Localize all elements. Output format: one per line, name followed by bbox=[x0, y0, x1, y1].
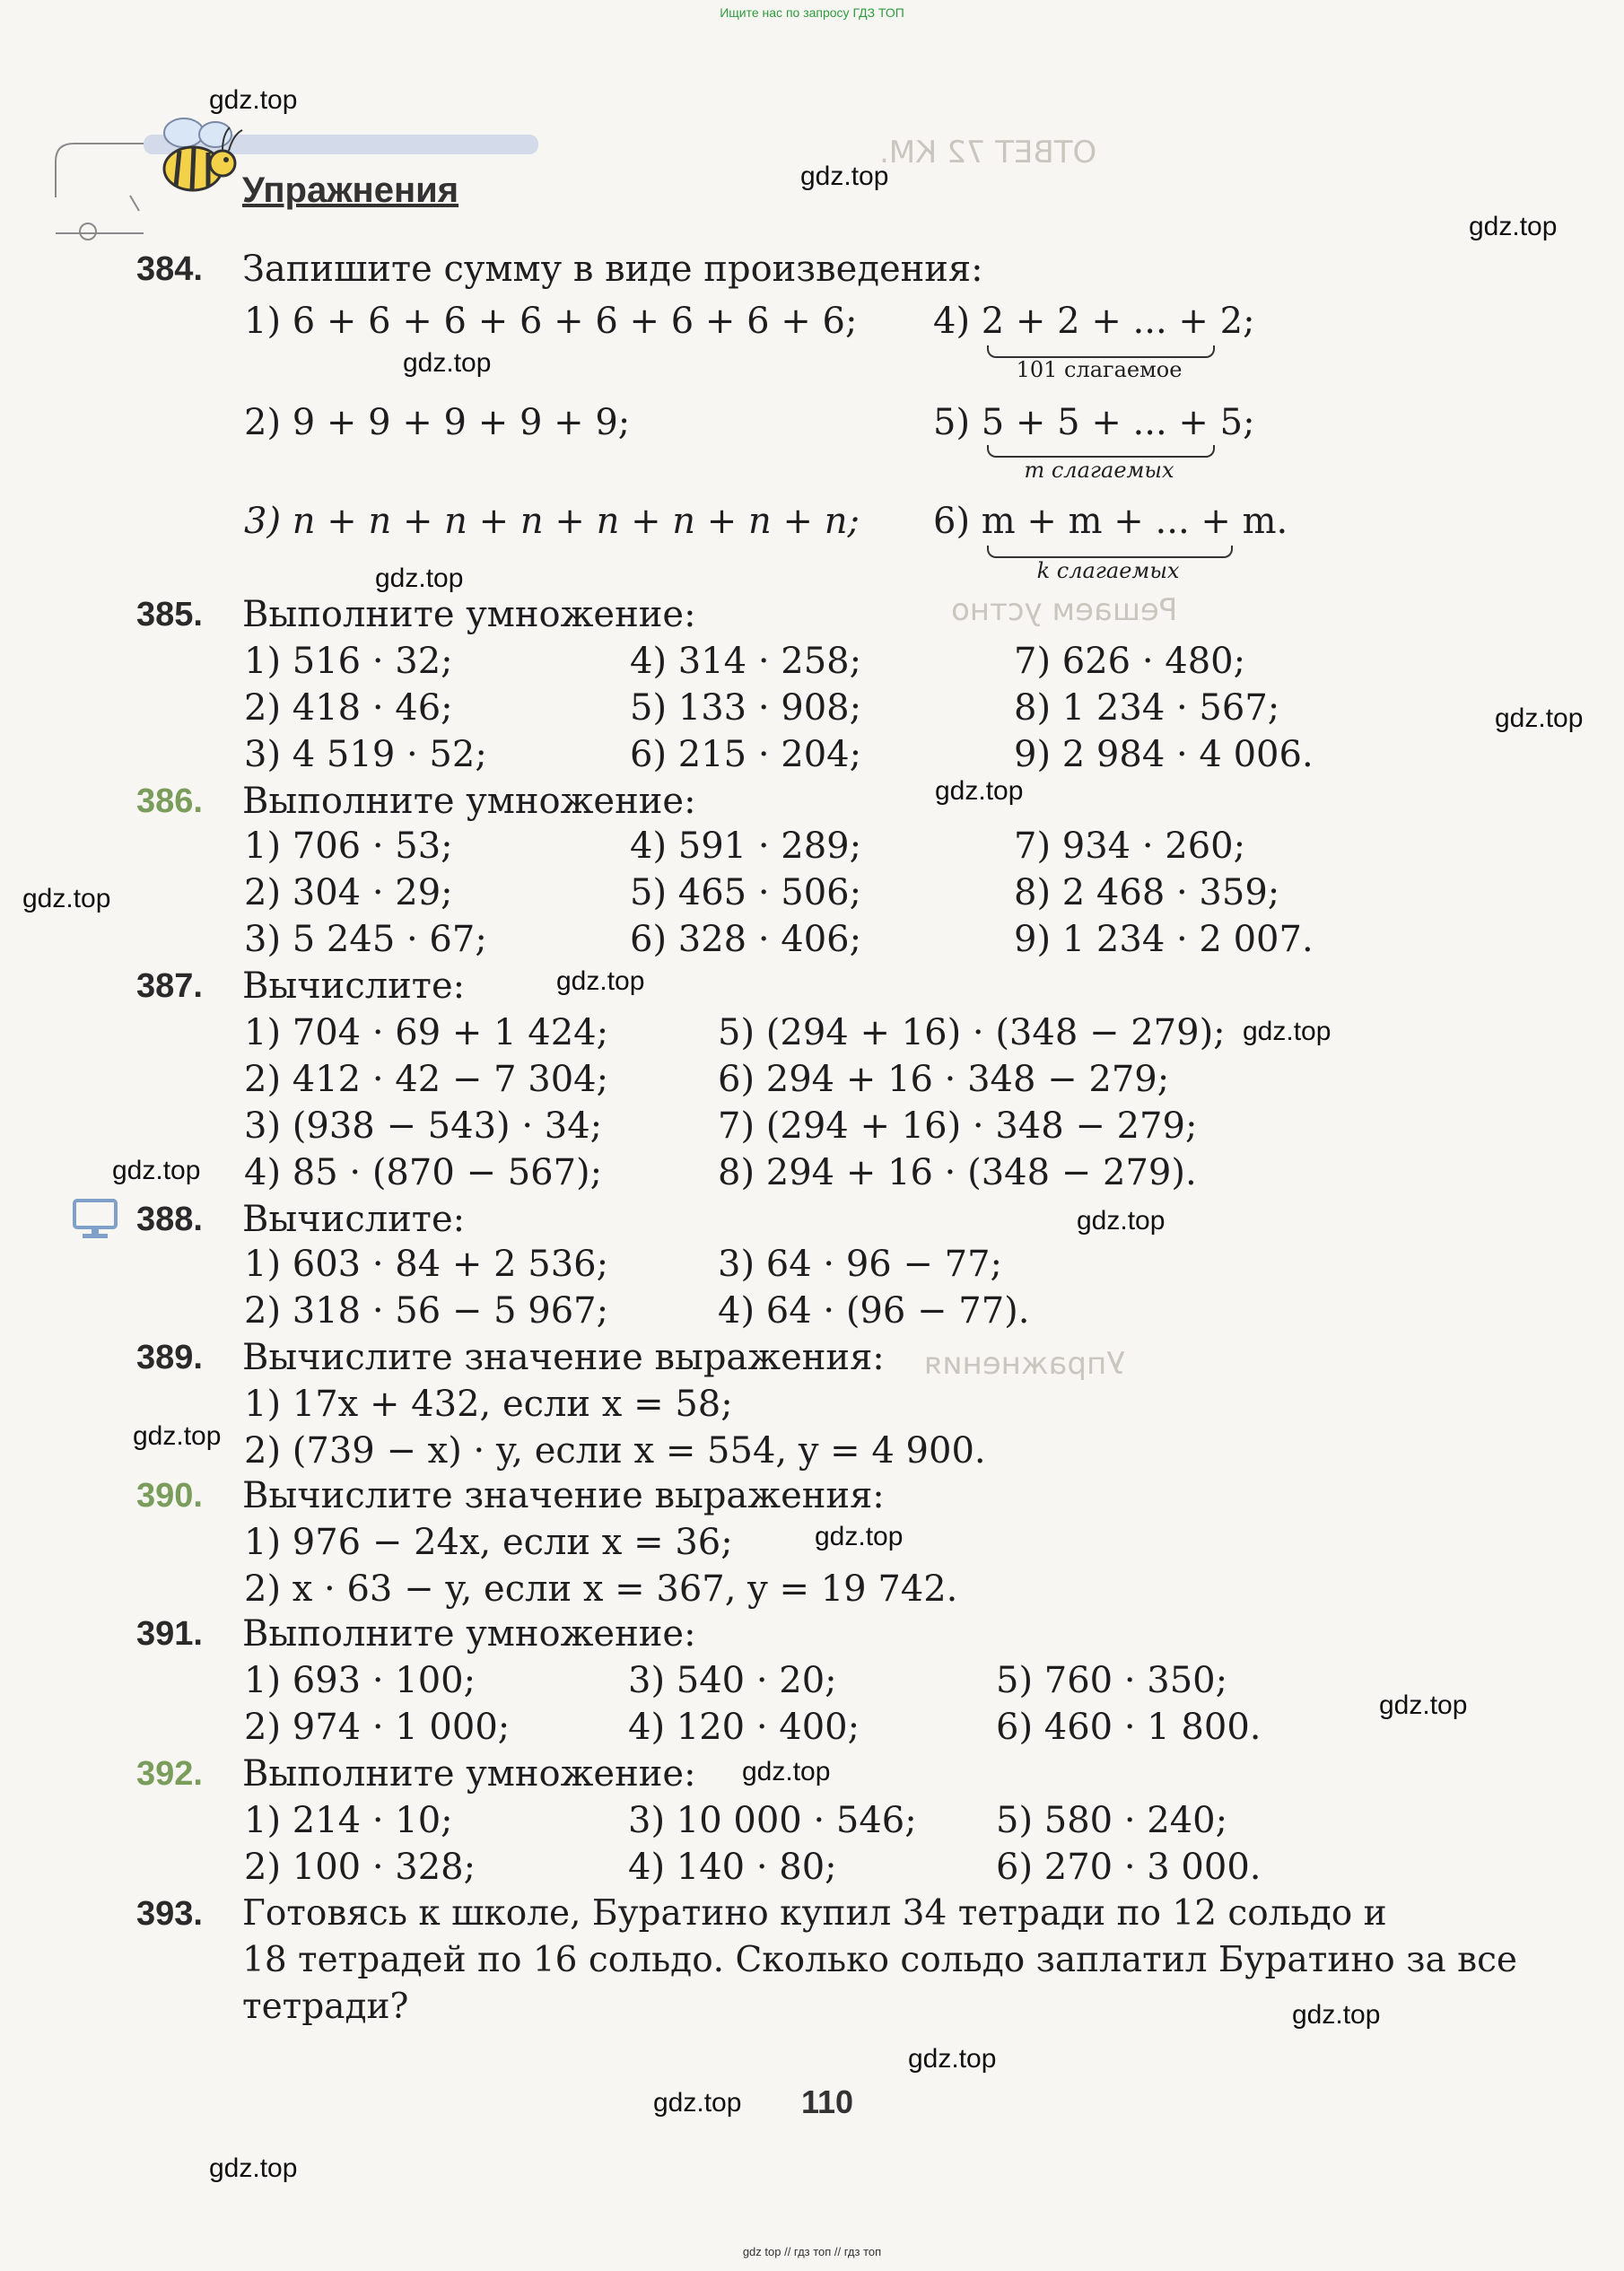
exercise-number: 391. bbox=[136, 1615, 203, 1653]
exercise-item: 6) 294 + 16 · 348 − 279; bbox=[718, 1059, 1170, 1100]
exercise-item: 7) 934 · 260; bbox=[1014, 825, 1246, 867]
exercise-item: 6) 328 · 406; bbox=[630, 919, 862, 960]
exercise-item: 7) (294 + 16) · 348 − 279; bbox=[718, 1105, 1198, 1147]
exercise-item: 3) 540 · 20; bbox=[628, 1660, 837, 1701]
watermark: gdz.top bbox=[209, 2153, 298, 2183]
brace-label: 101 слагаемое bbox=[1016, 357, 1183, 382]
watermark: gdz.top bbox=[800, 162, 889, 191]
exercise-number: 387. bbox=[136, 967, 203, 1005]
exercise-item: 2) (739 − x) · y, если x = 554, y = 4 900. bbox=[244, 1430, 986, 1472]
watermark: gdz.top bbox=[1379, 1690, 1468, 1720]
exercise-item: 3) n + n + n + n + n + n + n + n; bbox=[244, 501, 860, 542]
watermark: gdz.top bbox=[815, 1522, 904, 1551]
watermark: gdz.top bbox=[1243, 1017, 1332, 1046]
show-through-text: Упражнения bbox=[924, 1346, 1125, 1382]
exercise-number: 385. bbox=[136, 596, 203, 633]
exercise-task: Вычислите: bbox=[242, 965, 466, 1007]
watermark: gdz.top bbox=[1469, 212, 1558, 241]
exercise-item: 2) 9 + 9 + 9 + 9 + 9; bbox=[244, 402, 631, 443]
word-problem-line: 18 тетрадей по 16 сольдо. Сколько сольдо заплатил Буратино за все bbox=[242, 1940, 1517, 1980]
exercise-item: 4) 64 · (96 − 77). bbox=[718, 1290, 1030, 1332]
brace-label: m слагаемых bbox=[1024, 458, 1174, 483]
watermark: gdz.top bbox=[653, 2088, 742, 2118]
exercise-item: 3) 5 245 · 67; bbox=[244, 919, 487, 960]
exercise-item: 2) 304 · 29; bbox=[244, 872, 453, 913]
watermark: gdz.top bbox=[375, 563, 464, 593]
exercise-item: 6) 215 · 204; bbox=[630, 734, 862, 775]
bee-icon bbox=[144, 108, 251, 206]
exercise-task: Выполните умножение: bbox=[242, 781, 696, 822]
exercise-item: 4) 120 · 400; bbox=[628, 1707, 860, 1748]
exercise-item: 2) 412 · 42 − 7 304; bbox=[244, 1059, 609, 1100]
exercise-item: 1) 704 · 69 + 1 424; bbox=[244, 1012, 609, 1053]
word-problem-line: тетради? bbox=[242, 1987, 409, 2027]
underbrace bbox=[987, 546, 1233, 558]
exercise-item: 5) 133 · 908; bbox=[630, 687, 862, 729]
exercise-item: 1) 976 − 24x, если x = 36; bbox=[244, 1522, 733, 1563]
exercise-item: 1) 693 · 100; bbox=[244, 1660, 476, 1701]
exercise-item: 9) 2 984 · 4 006. bbox=[1014, 734, 1314, 775]
exercise-task: Выполните умножение: bbox=[242, 594, 696, 635]
exercise-item: 4) 85 · (870 − 567); bbox=[244, 1152, 603, 1193]
watermark: gdz.top bbox=[22, 884, 111, 913]
computer-icon bbox=[72, 1198, 118, 1241]
exercise-item: 1) 603 · 84 + 2 536; bbox=[244, 1244, 609, 1285]
exercise-item: 2) 100 · 328; bbox=[244, 1847, 476, 1888]
bottom-note: gdz top // гдз топ // гдз топ bbox=[742, 2245, 882, 2258]
exercise-item: 5) 580 · 240; bbox=[996, 1800, 1228, 1841]
watermark: gdz.top bbox=[209, 85, 298, 115]
watermark: gdz.top bbox=[133, 1421, 222, 1451]
exercise-task: Вычислите значение выражения: bbox=[242, 1475, 885, 1516]
exercise-number: 392. bbox=[136, 1755, 203, 1793]
exercise-task: Вычислите: bbox=[242, 1199, 466, 1240]
exercise-item: 3) 10 000 · 546; bbox=[628, 1800, 917, 1841]
exercise-item: 1) 706 · 53; bbox=[244, 825, 453, 867]
exercise-item: 2) 974 · 1 000; bbox=[244, 1707, 511, 1748]
exercise-item: 6) 270 · 3 000. bbox=[996, 1847, 1262, 1888]
watermark: gdz.top bbox=[1495, 703, 1584, 733]
exercise-item: 4) 140 · 80; bbox=[628, 1847, 837, 1888]
exercise-task: Выполните умножение: bbox=[242, 1613, 696, 1655]
exercise-item: 8) 1 234 · 567; bbox=[1014, 687, 1280, 729]
exercise-number: 388. bbox=[136, 1201, 203, 1238]
exercise-number: 389. bbox=[136, 1339, 203, 1376]
show-through-text: ОТВЕТ 72 КМ. bbox=[879, 135, 1097, 170]
exercise-item: 1) 516 · 32; bbox=[244, 641, 453, 682]
exercise-item: 2) 418 · 46; bbox=[244, 687, 453, 729]
exercise-item: 5) 5 + 5 + ... + 5; bbox=[933, 402, 1255, 443]
exercise-item: 2) x · 63 − y, если x = 367, y = 19 742. bbox=[244, 1568, 958, 1610]
section-title: Упражнения bbox=[242, 170, 459, 210]
watermark: gdz.top bbox=[556, 966, 645, 996]
exercise-item: 8) 2 468 · 359; bbox=[1014, 872, 1280, 913]
exercise-number: 386. bbox=[136, 782, 203, 820]
underbrace bbox=[987, 445, 1215, 458]
exercise-item: 9) 1 234 · 2 007. bbox=[1014, 919, 1314, 960]
brace-label: k слагаемых bbox=[1036, 558, 1180, 583]
exercise-item: 2) 318 · 56 − 5 967; bbox=[244, 1290, 609, 1332]
top-note: Ищите нас по запросу ГДЗ ТОП bbox=[720, 5, 904, 20]
exercise-item: 5) (294 + 16) · (348 − 279); bbox=[718, 1012, 1226, 1053]
exercise-item: 6) 460 · 1 800. bbox=[996, 1707, 1262, 1748]
exercise-item: 3) 4 519 · 52; bbox=[244, 734, 487, 775]
exercise-number: 393. bbox=[136, 1895, 203, 1933]
exercise-item: 5) 760 · 350; bbox=[996, 1660, 1228, 1701]
exercise-task: Запишите сумму в виде произведения: bbox=[242, 249, 983, 290]
exercise-item: 4) 314 · 258; bbox=[630, 641, 862, 682]
watermark: gdz.top bbox=[935, 776, 1024, 806]
exercise-item: 7) 626 · 480; bbox=[1014, 641, 1246, 682]
exercise-item: 4) 2 + 2 + ... + 2; bbox=[933, 301, 1255, 342]
exercise-item: 3) 64 · 96 − 77; bbox=[718, 1244, 1003, 1285]
show-through-text: Решаем устно bbox=[951, 592, 1178, 628]
exercise-number: 390. bbox=[136, 1477, 203, 1515]
watermark: gdz.top bbox=[908, 2044, 997, 2074]
exercise-item: 1) 6 + 6 + 6 + 6 + 6 + 6 + 6 + 6; bbox=[244, 301, 858, 342]
exercise-task: Выполните умножение: bbox=[242, 1753, 696, 1795]
exercise-item: 1) 17x + 432, если x = 58; bbox=[244, 1384, 733, 1425]
exercise-item: 6) m + m + ... + m. bbox=[933, 501, 1288, 542]
watermark: gdz.top bbox=[1292, 2000, 1381, 2030]
exercise-item: 3) (938 − 543) · 34; bbox=[244, 1105, 603, 1147]
underbrace bbox=[987, 345, 1215, 358]
page-number: 110 bbox=[801, 2083, 854, 2120]
exercise-task: Вычислите значение выражения: bbox=[242, 1337, 885, 1378]
exercise-number: 384. bbox=[136, 250, 203, 288]
watermark: gdz.top bbox=[112, 1156, 201, 1185]
exercise-item: 4) 591 · 289; bbox=[630, 825, 862, 867]
word-problem-line: Готовясь к школе, Буратино купил 34 тетради по 12 сольдо и bbox=[242, 1893, 1387, 1934]
exercise-item: 5) 465 · 506; bbox=[630, 872, 862, 913]
exercise-item: 8) 294 + 16 · (348 − 279). bbox=[718, 1152, 1197, 1193]
watermark: gdz.top bbox=[1077, 1206, 1166, 1236]
exercise-item: 1) 214 · 10; bbox=[244, 1800, 453, 1841]
watermark: gdz.top bbox=[403, 348, 492, 378]
watermark: gdz.top bbox=[742, 1757, 831, 1786]
